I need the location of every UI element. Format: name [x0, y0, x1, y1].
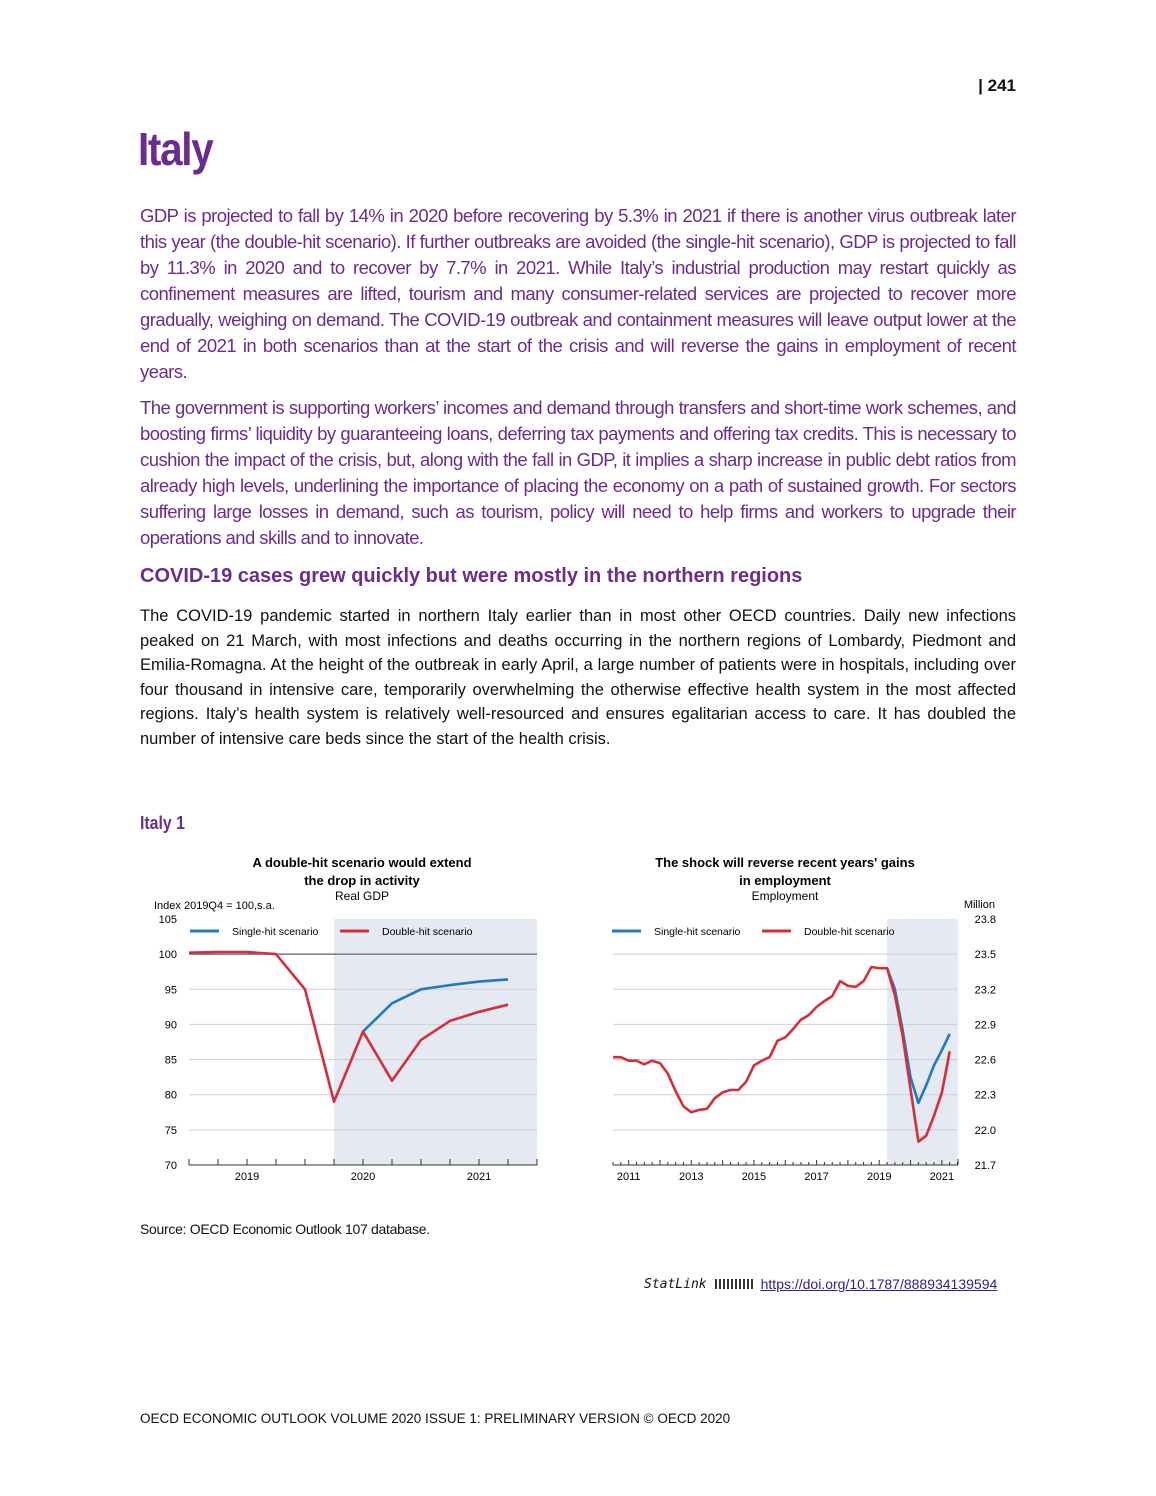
y-tick-label: 22.6 — [974, 1054, 996, 1067]
page-footer: OECD ECONOMIC OUTLOOK VOLUME 2020 ISSUE 1: PRELIMINARY VERSION © OECD 2020 — [140, 1411, 731, 1426]
projection-shading — [334, 919, 537, 1165]
lead-paragraph: The government is supporting workers’ incomes and demand through transfers and short-time work schemes, and boosting firms’ liquidity by guaranteeing loans, deferring tax payments and offering tax credits. This is necessary to cushion the impact of the crisis, but, along with the fall in GDP, it implies a sharp increase in public debt ratios from already high levels, underlining the importance of placing the economy on a path of sustained growth. For sectors suffering large losses in demand, such as tourism, policy will need to help firms and workers to upgrade their operations and skills and to innovate. — [140, 397, 1016, 548]
gdp-chart — [130, 850, 550, 1190]
chart-title: The shock will reverse recent years' gains — [655, 855, 915, 870]
x-tick-label: 2015 — [741, 1171, 767, 1183]
legend-label: Double-hit scenario — [382, 926, 473, 938]
legend-label: Double-hit scenario — [804, 926, 895, 938]
statlink — [644, 1276, 997, 1292]
y-tick-label: 105 — [158, 914, 177, 926]
x-tick-label: 2021 — [929, 1171, 955, 1183]
legend-label: Single-hit scenario — [654, 926, 741, 938]
y-tick-label: 70 — [164, 1160, 177, 1172]
employment-chart — [600, 850, 1020, 1190]
y-tick-label: 85 — [164, 1054, 177, 1067]
body-paragraph: The COVID-19 pandemic started in northern Italy earlier than in most other OECD countries. Daily new infections peaked on 21 March, with most infections and deaths occurring in the northern regions of Lombardy, Piedmont and Emilia-Romagna. At the height of the outbreak in early April, a large number of patients were in hospitals, including over four thousand in intensive care, temporarily overwhelming the otherwise effective health system in the most affected regions. Italy’s health system is relatively well-resourced and ensures egalitarian access to care. It has doubled the number of intensive care beds since the start of the health crisis. — [140, 607, 1016, 748]
y-tick-label: 80 — [164, 1089, 177, 1102]
chart-title: the drop in activity — [304, 873, 420, 888]
chart-subtitle: Real GDP — [334, 889, 390, 903]
chart-subtitle: Employment — [751, 889, 819, 903]
y-tick-label: 22.9 — [974, 1019, 996, 1032]
y-tick-label: 90 — [164, 1019, 177, 1032]
chart-title: in employment — [739, 873, 831, 888]
y-axis-label: Million — [963, 899, 995, 911]
x-tick-label: 2019 — [866, 1171, 892, 1183]
projection-shading — [887, 919, 958, 1165]
y-tick-label: 22.3 — [974, 1089, 996, 1102]
y-tick-label: 23.2 — [974, 984, 996, 997]
lead-paragraph: GDP is projected to fall by 14% in 2020 before recovering by 5.3% in 2021 if there is another virus outbreak later this year (the double-hit scenario). If further outbreaks are avoided (the single-hit scenario), GDP is projected to fall by 11.3% in 2020 and to recover by 7.7% in 2021. While Italy’s industrial production may restart quickly as confinement measures are lifted, tourism and many consumer-related services are projected to recover more gradually, weighing on demand. The COVID-19 outbreak and containment measures will leave output lower at the end of 2021 in both scenarios than at the start of the crisis and will reverse the gains in employment of recent years. — [140, 205, 1016, 382]
x-tick-label: 2013 — [679, 1171, 704, 1183]
statlink-url[interactable]: https://doi.org/10.1787/888934139594 — [760, 1276, 998, 1292]
y-axis-label: Index 2019Q4 = 100,s.a. — [154, 900, 275, 912]
y-tick-label: 95 — [164, 984, 177, 997]
statlink-label: StatLink — [644, 1276, 707, 1292]
figure-label: Italy 1 — [140, 813, 185, 833]
statlink-icon — [715, 1279, 753, 1289]
x-tick-label: 2011 — [616, 1171, 641, 1183]
x-tick-label: 2021 — [466, 1171, 492, 1183]
y-tick-label: 75 — [164, 1124, 177, 1137]
x-tick-label: 2019 — [234, 1171, 260, 1183]
y-tick-label: 21.7 — [974, 1160, 996, 1172]
page-title: Italy — [138, 123, 213, 175]
y-tick-label: 100 — [158, 949, 177, 962]
y-tick-label: 22.0 — [974, 1124, 996, 1137]
y-tick-label: 23.8 — [974, 914, 996, 926]
x-tick-label: 2017 — [804, 1171, 829, 1183]
source-note: Source: OECD Economic Outlook 107 database. — [140, 1221, 430, 1237]
chart-title: A double-hit scenario would extend — [252, 855, 472, 870]
y-tick-label: 23.5 — [974, 949, 996, 962]
page-number: | 241 — [978, 76, 1016, 95]
x-tick-label: 2020 — [350, 1171, 376, 1183]
section-heading: COVID-19 cases grew quickly but were mostly in the northern regions — [140, 565, 803, 587]
legend-label: Single-hit scenario — [232, 926, 319, 938]
